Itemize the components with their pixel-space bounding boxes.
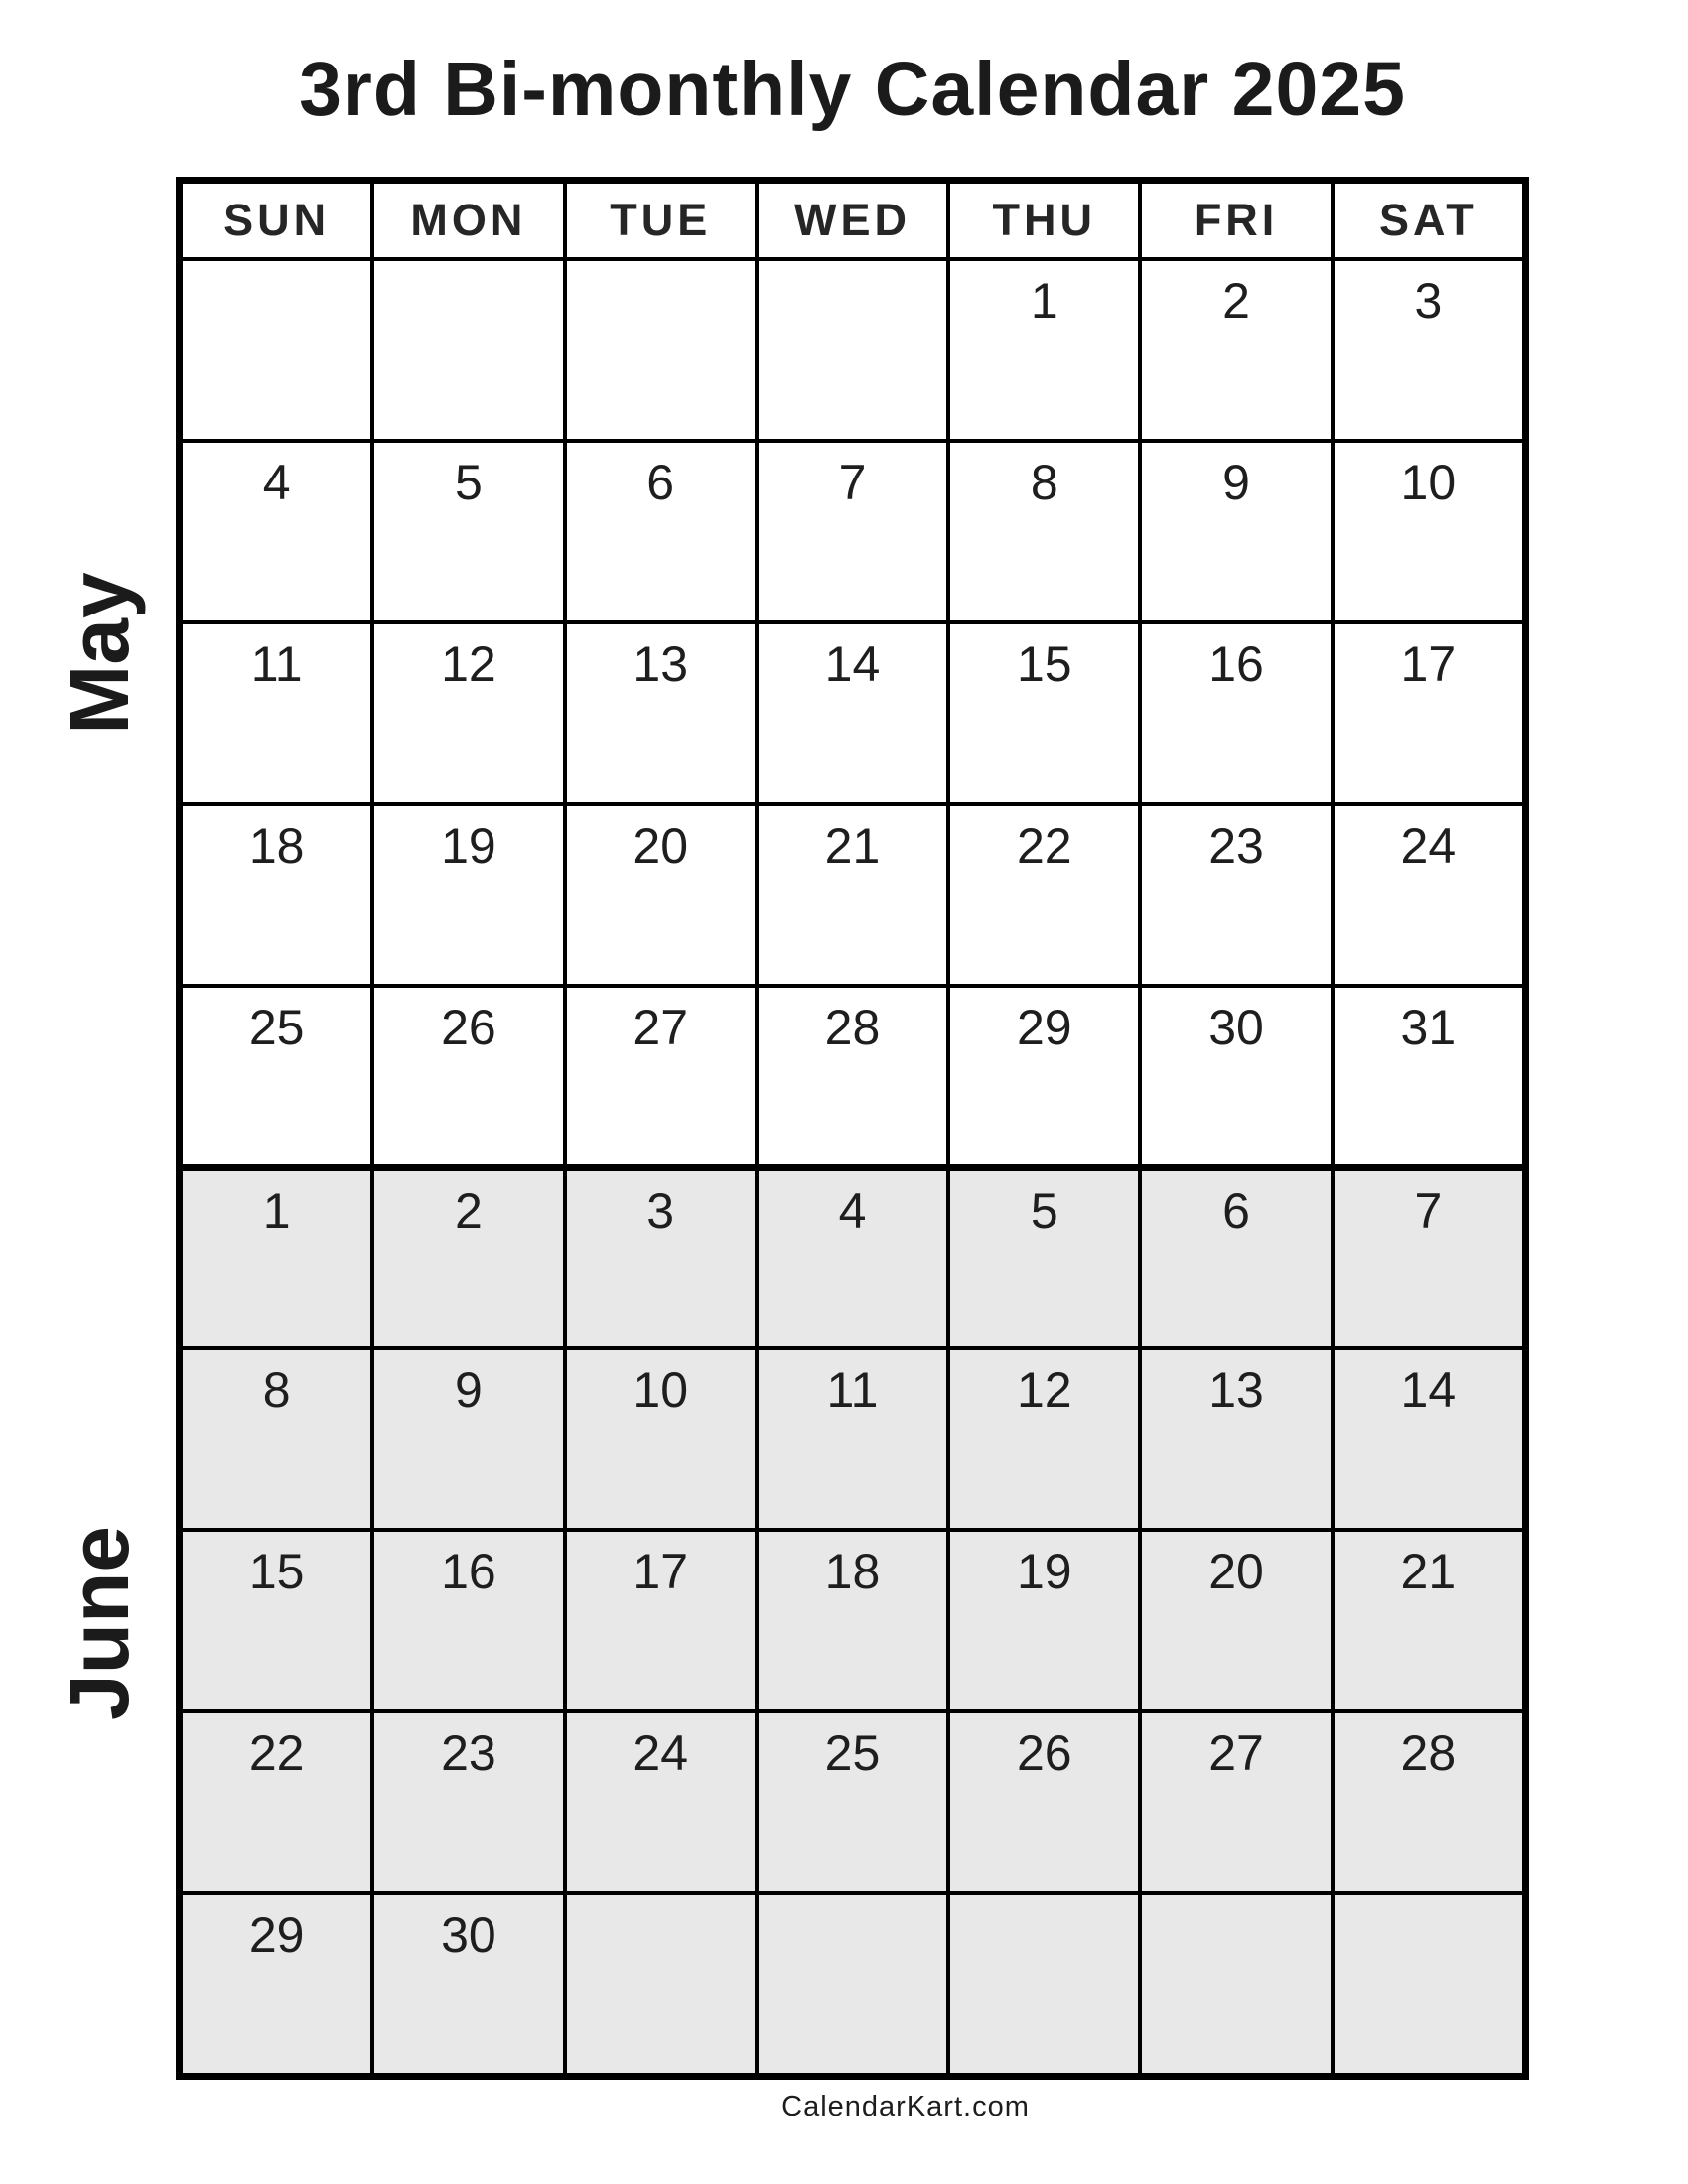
day-cell-june-19: 19 [948,1530,1140,1711]
day-cell-june-6: 6 [1140,1166,1332,1348]
day-cell-may-13: 13 [565,622,757,804]
day-cell-empty [1140,1893,1332,2075]
day-cell-june-27: 27 [1140,1711,1332,1893]
weekday-header-wed: WED [757,182,948,259]
day-cell-may-15: 15 [948,622,1140,804]
weekday-header-thu: THU [948,182,1140,259]
day-cell-empty [181,259,372,441]
footer-branding: CalendarKart.com [781,2091,1030,2122]
day-cell-may-27: 27 [565,986,757,1167]
day-cell-may-29: 29 [948,986,1140,1167]
day-cell-empty [565,259,757,441]
day-cell-may-5: 5 [372,441,564,622]
day-cell-may-6: 6 [565,441,757,622]
day-cell-may-21: 21 [757,804,948,986]
month-label-june: June [52,1525,146,1721]
day-cell-june-17: 17 [565,1530,757,1711]
day-cell-june-21: 21 [1333,1530,1524,1711]
weekday-header-mon: MON [372,182,564,259]
day-cell-may-2: 2 [1140,259,1332,441]
day-cell-may-14: 14 [757,622,948,804]
day-cell-empty [757,259,948,441]
day-cell-may-24: 24 [1333,804,1524,986]
day-cell-may-9: 9 [1140,441,1332,622]
day-cell-empty [948,1893,1140,2075]
day-cell-june-7: 7 [1333,1166,1524,1348]
calendar-grid [176,177,1529,2080]
day-cell-june-3: 3 [565,1166,757,1348]
day-cell-june-12: 12 [948,1348,1140,1530]
day-cell-may-20: 20 [565,804,757,986]
day-cell-may-7: 7 [757,441,948,622]
day-cell-june-9: 9 [372,1348,564,1530]
day-cell-june-28: 28 [1333,1711,1524,1893]
day-cell-may-22: 22 [948,804,1140,986]
day-cell-may-28: 28 [757,986,948,1167]
weekday-header-sat: SAT [1333,182,1524,259]
day-cell-may-26: 26 [372,986,564,1167]
day-cell-june-16: 16 [372,1530,564,1711]
day-cell-empty [372,259,564,441]
day-cell-may-12: 12 [372,622,564,804]
day-cell-may-8: 8 [948,441,1140,622]
day-cell-may-30: 30 [1140,986,1332,1167]
day-cell-may-23: 23 [1140,804,1332,986]
day-cell-may-11: 11 [181,622,372,804]
day-cell-june-24: 24 [565,1711,757,1893]
day-cell-may-18: 18 [181,804,372,986]
day-cell-june-25: 25 [757,1711,948,1893]
weekday-header-sun: SUN [181,182,372,259]
day-cell-june-22: 22 [181,1711,372,1893]
day-cell-june-23: 23 [372,1711,564,1893]
day-cell-may-25: 25 [181,986,372,1167]
day-cell-may-31: 31 [1333,986,1524,1167]
day-cell-june-10: 10 [565,1348,757,1530]
day-cell-empty [565,1893,757,2075]
day-cell-may-3: 3 [1333,259,1524,441]
day-cell-june-4: 4 [757,1166,948,1348]
day-cell-june-20: 20 [1140,1530,1332,1711]
day-cell-june-30: 30 [372,1893,564,2075]
day-cell-june-15: 15 [181,1530,372,1711]
day-cell-june-2: 2 [372,1166,564,1348]
day-cell-may-16: 16 [1140,622,1332,804]
day-cell-june-26: 26 [948,1711,1140,1893]
day-cell-june-11: 11 [757,1348,948,1530]
day-cell-empty [757,1893,948,2075]
month-label-may: May [52,572,146,735]
day-cell-may-17: 17 [1333,622,1524,804]
day-cell-june-8: 8 [181,1348,372,1530]
weekday-header-tue: TUE [565,182,757,259]
day-cell-june-14: 14 [1333,1348,1524,1530]
day-cell-june-1: 1 [181,1166,372,1348]
day-cell-may-1: 1 [948,259,1140,441]
weekday-header-fri: FRI [1140,182,1332,259]
day-cell-empty [1333,1893,1524,2075]
day-cell-may-4: 4 [181,441,372,622]
day-cell-june-13: 13 [1140,1348,1332,1530]
day-cell-june-18: 18 [757,1530,948,1711]
day-cell-may-19: 19 [372,804,564,986]
page-title: 3rd Bi-monthly Calendar 2025 [299,47,1406,132]
day-cell-june-5: 5 [948,1166,1140,1348]
day-cell-june-29: 29 [181,1893,372,2075]
day-cell-may-10: 10 [1333,441,1524,622]
